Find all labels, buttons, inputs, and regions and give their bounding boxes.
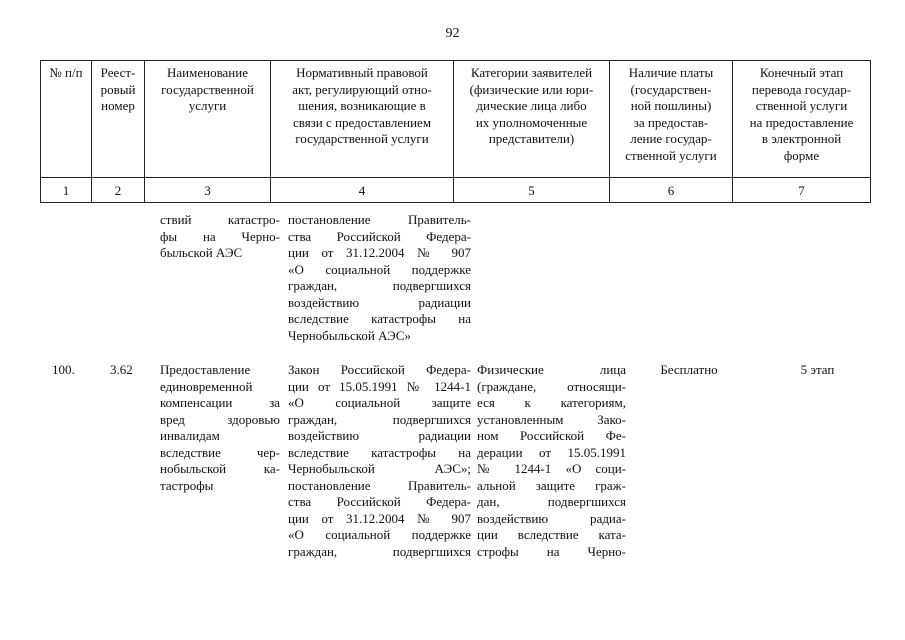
text-line: инвалидам (160, 428, 220, 443)
text-line: перевода государ- (751, 81, 852, 97)
text-line: их уполномоченные (475, 114, 588, 130)
text-line: вред здоровью (160, 411, 280, 427)
text-line: государственной (161, 81, 254, 97)
text-line: «О социальной поддержке (288, 261, 471, 277)
row-applicants (477, 362, 626, 560)
text-line: нобыльской ка- (160, 461, 280, 476)
column-number: 1 (41, 178, 92, 203)
text-line: ственной услуги (755, 98, 848, 113)
text-line: Чернобыльской АЭС» (288, 327, 411, 343)
text-line: постановление Правитель- (288, 477, 471, 493)
text-line: «О социальной поддержке (288, 527, 471, 542)
col-header-final-stage (733, 61, 871, 178)
text-line: (физические или юри- (469, 81, 594, 97)
text-line: ровый (100, 81, 136, 97)
text-line: дерации от 15.05.1991 (477, 444, 626, 460)
header-row (41, 61, 871, 178)
column-number: 6 (610, 178, 733, 203)
column-number: 2 (92, 178, 145, 203)
column-number: 3 (145, 178, 271, 203)
text-line: «О социальной защите (288, 395, 471, 410)
text-line: Нормативный правовой (296, 65, 428, 80)
text-line: дан, подвергшихся (477, 494, 626, 509)
text-line: дические лица либо (476, 98, 587, 113)
text-line: ства Российской Федера- (288, 494, 471, 509)
text-line: № 1244-1 «О соци- (477, 461, 626, 476)
row-legal-act (288, 362, 471, 560)
text-line: ции вследствие ката- (477, 527, 626, 542)
text-line: за предостав- (633, 114, 709, 130)
text-line: государственной услуги (295, 131, 429, 146)
text-line: услуги (188, 98, 227, 113)
text-line: Наименование (167, 65, 248, 80)
table-header (40, 60, 871, 203)
text-line: шения, возникающие в (298, 98, 426, 113)
text-line: ства Российской Федера- (288, 228, 471, 244)
text-line: граждан, подвергшихся (288, 543, 471, 559)
text-line: быльской АЭС (160, 245, 243, 260)
text-line: форме (783, 147, 820, 163)
text-line: Предоставление (160, 362, 251, 377)
page-number: 92 (445, 26, 460, 41)
text-line: акт, регулирующий отно- (292, 81, 432, 97)
text-line: Конечный этап (759, 65, 844, 80)
row-number: 100. (52, 362, 75, 377)
text-line: единовременной (160, 378, 253, 394)
text-line: на предоставление (749, 114, 854, 130)
text-line: компенсации за (160, 395, 280, 410)
text-line: ной пошлины) (630, 98, 712, 113)
text-line: (государствен- (630, 81, 712, 97)
text-line: ции от 31.12.2004 № 907 (288, 510, 471, 526)
text-line: номер (101, 98, 135, 113)
text-line: фы на Черно- (160, 228, 280, 244)
text-line: воздействию радиа- (477, 510, 626, 526)
text-line: ном Российской Фе- (477, 428, 626, 443)
text-line: еся к категориям, (477, 395, 626, 410)
text-line: Наличие платы (628, 65, 714, 80)
row-final-stage: 5 этап (800, 362, 835, 377)
text-line: Чернобыльской АЭС»; (288, 461, 471, 476)
text-line: ствий катастро- (160, 212, 280, 227)
text-line: вследствие катастрофы на (288, 444, 471, 460)
text-line: ции от 15.05.1991 № 1244-1 (288, 378, 471, 394)
text-line: альной защите граж- (477, 477, 626, 493)
text-line: вследствие катастрофы на (288, 311, 471, 326)
col-header-service-name (145, 61, 271, 178)
col-header-registry-number (92, 61, 145, 178)
text-line: установленным Зако- (477, 411, 626, 427)
text-line: ции от 31.12.2004 № 907 (288, 245, 471, 260)
row-registry-number: 3.62 (110, 362, 133, 377)
column-number: 5 (454, 178, 610, 203)
text-line: воздействию радиации (288, 428, 471, 443)
row-service-name (160, 362, 280, 494)
text-line: в электронной (761, 131, 842, 146)
continued-service-name (160, 212, 280, 262)
text-line: Категории заявителей (470, 65, 593, 80)
text-line: вследствие чер- (160, 444, 280, 460)
column-number: 7 (733, 178, 871, 203)
row-fee: Бесплатно (660, 362, 718, 377)
text-line: № п/п (49, 65, 83, 80)
col-header-applicants (454, 61, 610, 178)
col-header-fee (610, 61, 733, 178)
text-line: граждан, подвергшихся (288, 278, 471, 293)
text-line: Закон Российской Федера- (288, 362, 471, 377)
text-line: Реест- (100, 65, 136, 80)
column-number: 4 (271, 178, 454, 203)
text-line: ление государ- (630, 131, 712, 146)
text-line: постановление Правитель- (288, 212, 471, 227)
text-line: воздействию радиации (288, 294, 471, 310)
text-line: граждан, подвергшихся (288, 411, 471, 427)
text-line: представители) (488, 131, 575, 146)
text-line: строфы на Черно- (477, 543, 626, 559)
col-header-number (41, 61, 92, 178)
continued-legal-act (288, 212, 471, 344)
text-line: тастрофы (160, 477, 214, 493)
text-line: (граждане, относящи- (477, 378, 626, 394)
column-number-row (41, 178, 871, 203)
text-line: связи с предоставлением (292, 114, 432, 130)
text-line: ственной услуги (625, 147, 717, 163)
col-header-legal-act (271, 61, 454, 178)
text-line: Физические лица (477, 362, 626, 377)
